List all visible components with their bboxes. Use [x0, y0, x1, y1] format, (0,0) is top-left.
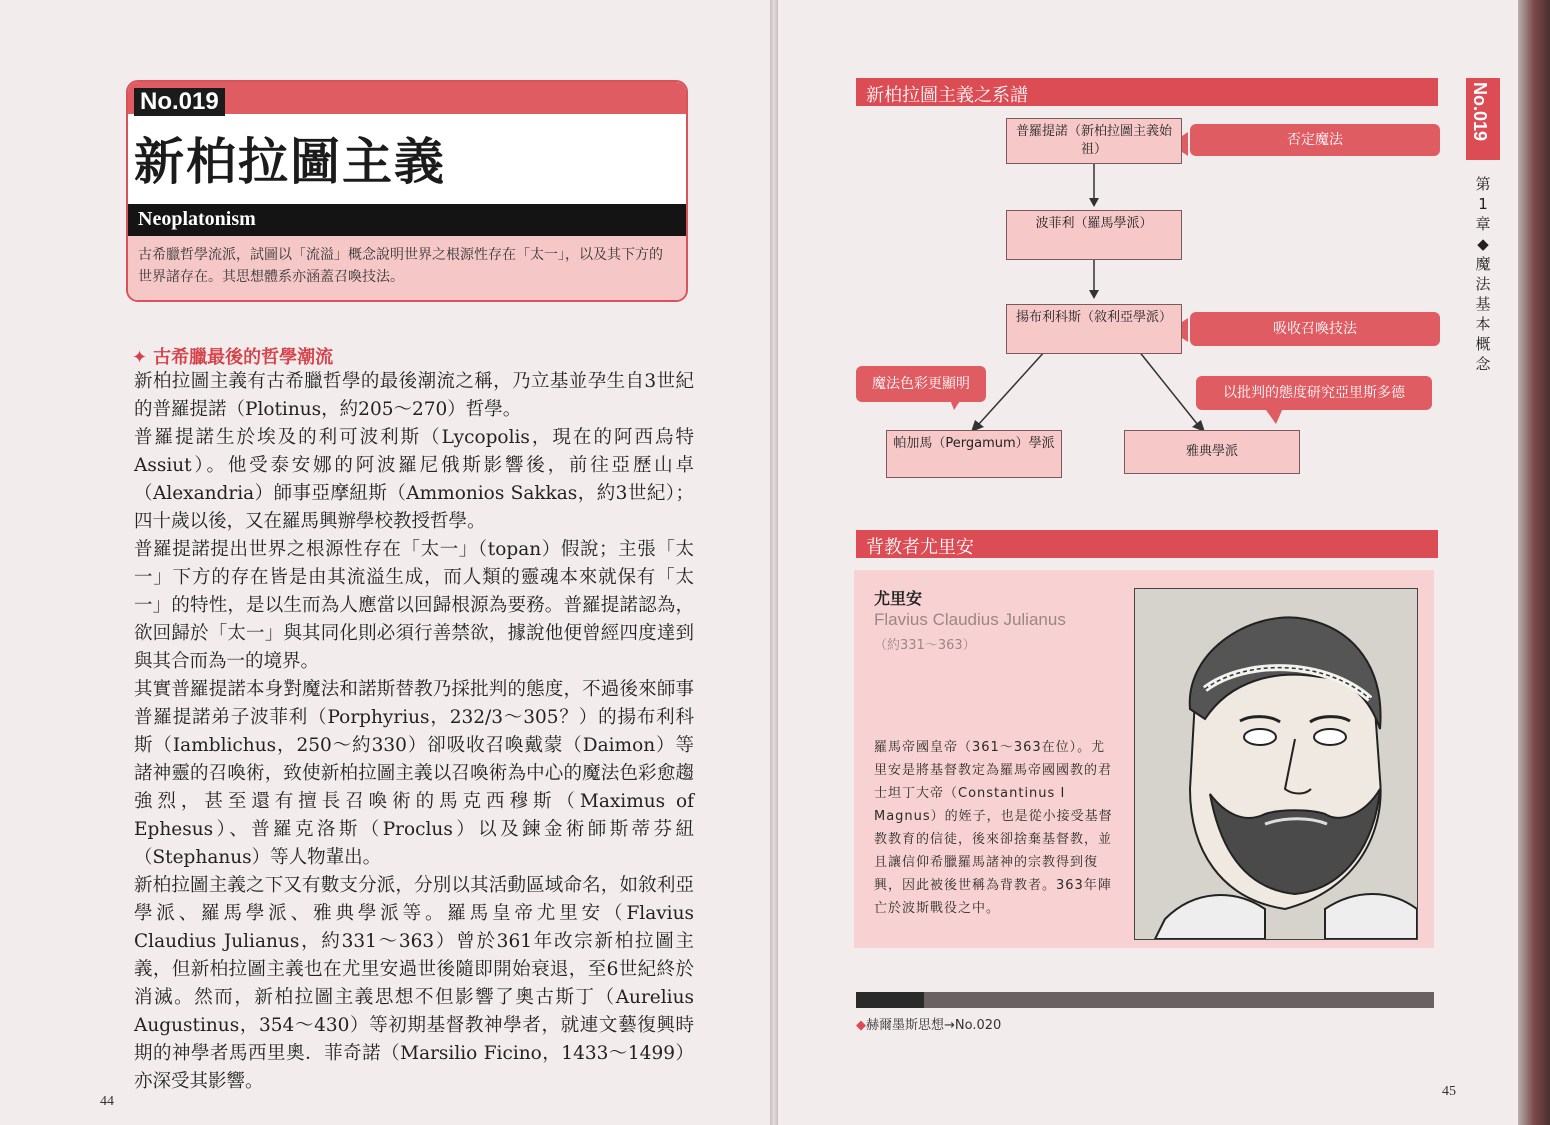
connector-line: [1138, 350, 1198, 425]
paragraph: 新柏拉圖主義之下又有數支分派，分別以其活動區域命名，如敘利亞學派、羅馬學派、雅典學派等。羅馬皇帝尤里安（Flavius Claudius Julianus，約331～363）曾於361年改宗新柏拉圖主義，但新柏拉圖主義也在尤里安過世後隨即開始衰退，至6世紀終於消滅。然而，新柏拉圖主義思想不但影響了奧古斯丁（Aurelius Augustinus，354～430）等初期基督教神學者，就連文藝復興時期的神學者馬西里奧．菲奇諾（Marsilio Ficino，1433～1499）亦深受其影響。: [134, 875, 694, 1092]
callout-absorb-summoning: 吸收召喚技法: [1190, 312, 1440, 346]
entry-title-zh: 新柏拉圖主義: [134, 133, 446, 191]
julian-portrait-image: [1134, 588, 1418, 940]
diagram-title: 新柏拉圖主義之系譜: [866, 85, 1028, 106]
paragraph: 普羅提諾生於埃及的利可波利斯（Lycopolis，現在的阿西烏特Assiut）。他受泰安娜的阿波羅尼俄斯影響後，前往亞歷山卓（Alexandria）師事亞摩紐斯（Ammonios Sakkas，約3世紀）；四十歲以後，又在羅馬興辦學校教授哲學。: [134, 427, 694, 532]
chapter-side-tab: [1466, 78, 1504, 373]
paragraph: 新柏拉圖主義有古希臘哲學的最後潮流之稱，乃立基並孕生自3世紀的普羅提諾（Plotinus，約205～270）哲學。: [134, 371, 694, 420]
node-athens: 雅典學派: [1124, 430, 1300, 474]
bio-heading: 背教者尤里安: [866, 537, 974, 558]
book-edge: [1518, 0, 1550, 1125]
arrow-head-icon: [1089, 198, 1099, 207]
title-en-bar: [128, 204, 686, 236]
entry-header: [126, 80, 688, 302]
related-items-tag: [856, 992, 924, 1008]
entry-summary: 古希臘哲學流派，試圖以「流溢」概念說明世界之根源性存在「太一」，以及其下方的世界諸存在。其思想體系亦涵蓋召喚技法。: [138, 247, 663, 285]
side-chapter-label: 第1章◆魔法基本概念: [1475, 175, 1491, 373]
paragraph: 其實普羅提諾本身對魔法和諾斯替教乃採批判的態度，不過後來師事普羅提諾弟子波菲利（Porphyrius，232/3～305？）的揚布利科斯（Iamblichus，250～約330）卻吸收召喚戴蒙（Daimon）等諸神靈的召喚術，致使新柏拉圖主義以召喚術為中心的魔法色彩愈趨強烈，甚至還有擅長召喚術的馬克西穆斯（Maximus of Ephesus）、普羅克洛斯（Proclus）以及鍊金術師斯蒂芬紐（Stephanus）等人物輩出。: [134, 679, 694, 868]
side-entry-number-text: No.019: [1470, 82, 1490, 142]
bio-name-en: Flavius Claudius Julianus: [874, 610, 1066, 629]
entry-summary-box: [128, 236, 686, 300]
node-iamblichus: 揚布利科斯（敘利亞學派）: [1006, 304, 1182, 354]
portrait-illustration: [1135, 589, 1417, 939]
bio-name-zh: 尤里安: [874, 589, 923, 608]
left-page: [0, 0, 770, 1125]
callout-deny-magic: 否定魔法: [1190, 124, 1440, 156]
right-page: [778, 0, 1518, 1125]
section-heading: [132, 343, 333, 369]
entry-title-en: Neoplatonism: [138, 208, 256, 230]
section-heading-text: 古希臘最後的哲學潮流: [153, 347, 334, 368]
bio-text: 羅馬帝國皇帝（361～363在位）。尤里安是將基督教定為羅馬帝國國教的君士坦丁大帝（Constantinus I Magnus）的姪子，也是從小接受基督教教育的信徒，後來卻捨棄基督教，並且讓信仰希臘羅馬諸神的宗教得到復興，因此被後世稱為背教者。363年陣亡於波斯戰役之中。: [874, 740, 1113, 916]
connector-line: [978, 350, 1046, 425]
body-text: [134, 368, 694, 1096]
paragraph: 普羅提諾提出世界之根源性存在「太一」（topan）假說；主張「太一」下方的存在皆是由其流溢生成，而人類的靈魂本來就保有「太一」的特性，是以生而為人應當以回歸根源為要務。普羅提諾認為，欲回歸於「太一」與其同化則必須行善禁欲，據說他便曾經四度達到與其合而為一的境界。: [134, 539, 694, 672]
node-porphyry: 波菲利（羅馬學派）: [1006, 210, 1182, 260]
related-link-text: 赫爾墨斯思想→No.020: [866, 1018, 1002, 1033]
related-link[interactable]: [856, 1014, 1001, 1033]
page-number-right: 45: [1442, 1084, 1456, 1099]
callout-study-aristotle: 以批判的態度研究亞里斯多德: [1196, 376, 1432, 410]
callout-magic-stronger: 魔法色彩更顯明: [856, 366, 986, 402]
book-gutter: [770, 0, 778, 1125]
node-plotinus: 普羅提諾（新柏拉圖主義始祖）: [1006, 118, 1182, 164]
bio-title-bar: [856, 530, 1438, 558]
callout-pointer-icon: [1266, 408, 1283, 424]
related-items-bar: [856, 992, 1434, 1008]
diamond-star-icon: ✦: [132, 347, 148, 368]
node-pergamum: 帕加馬（Pergamum）學派: [886, 430, 1062, 478]
entry-number: No.019: [134, 88, 225, 116]
bio-dates: （約331～363）: [874, 638, 976, 653]
page-number-left: 44: [100, 1094, 114, 1109]
side-entry-number: [1466, 78, 1500, 160]
bio-box: [854, 570, 1434, 948]
diamond-bullet-icon: ◆: [856, 1018, 866, 1033]
arrow-head-icon: [1089, 290, 1099, 299]
